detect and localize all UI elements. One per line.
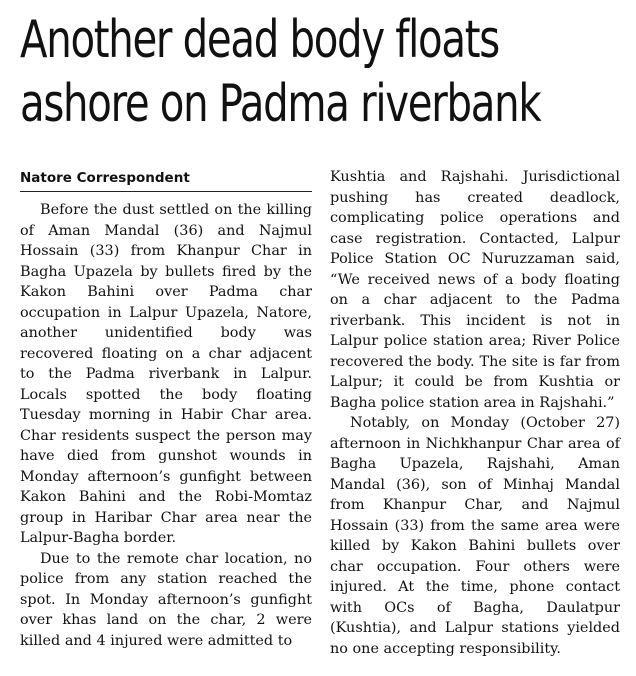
headline-line-1: Another dead body floats [20,10,499,70]
paragraph-2: Due to the remote char location, no police from any station reached the spot. In Monday afternoon’s gunfight over khas land on the char, 2 were killed and 4 injured were admitted to [20,550,312,649]
headline-line-2: ashore on Padma riverbank [20,74,541,134]
paragraph-3: Kushtia and Rajshahi. Jurisdictional pushing has created deadlock, complicating police operations and case registration. Contacted, Lalpur Police Station OC Nuruzzaman said, “We received news of a body floating on a char adjacent to the Padma riverbank. This incident is not in Lalpur police station area; River Police recovered the body. The site is far from Lalpur; it could be from Kushtia or Bagha police station area in Rajshahi.” [330,169,620,411]
paragraph-1: Before the dust settled on the killing of Aman Mandal (36) and Najmul Hossain (33) from Khanpur Char in Bagha Upazela by bullets fired by the Kakon Bahini over Padma char occupation in Lalpur Upazela, Natore, another unidentified body was recovered floating on a char adjacent to the Padma riverbank in Lalpur. Locals spotted the body floating Tuesday morning in Habir Char area. Char residents suspect the person may have died from gunshot wounds in Monday afternoon’s gunfight between Kakon Bahini and the Robi-Momtaz group in Haribar Char area near the Lalpur-Bagha border. [20,202,312,546]
byline: Natore Correspondent [20,168,312,192]
article-column-right [330,167,620,659]
article-column-left [20,168,312,651]
headline [20,8,541,136]
paragraph-4: Notably, on Monday (October 27) afternoon in Nichkhanpur Char area of Bagha Upazela, Rajshahi, Aman Mandal (36), son of Minhaj Mandal from Khanpur Char, and Najmul Hossain (33) from the same area were killed by Kakon Bahini bullets over char occupation. Four others were injured. At the time, phone contact with OCs of Bagha, Daulatpur (Kushtia), and Lalpur stations yielded no one accepting responsibility. [330,415,620,657]
